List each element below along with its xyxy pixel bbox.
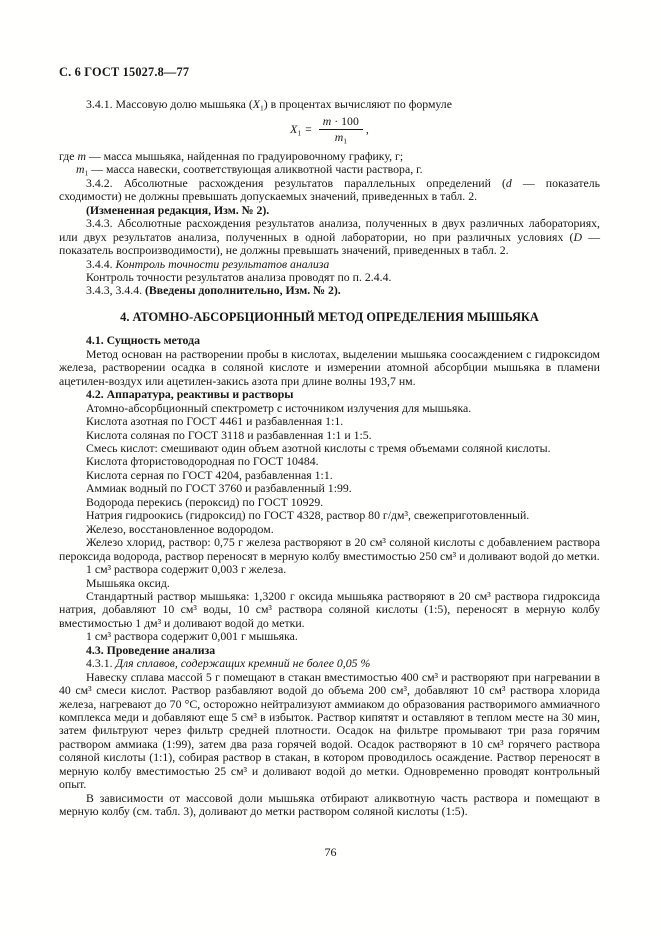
paragraph-3-4-4-number: 3.4.4. bbox=[86, 256, 116, 271]
page-number bbox=[0, 846, 661, 859]
variable-capital-d: D bbox=[573, 229, 583, 244]
paragraph-3-4-2 bbox=[59, 177, 600, 204]
paragraph-4-1 bbox=[59, 348, 600, 388]
formula-3-4-1 bbox=[59, 113, 600, 146]
paragraph-4-3-1-italic-title: Для сплавов, содержащих кремний не более 0,05 % bbox=[115, 656, 371, 671]
paragraph-4-3-1-note bbox=[59, 792, 600, 819]
amendment-note-2-bold-text: (Введены дополнительно, Изм. № 2). bbox=[144, 283, 341, 298]
variable-x-subscript: 1 bbox=[259, 103, 264, 113]
where-variable-m1: m bbox=[76, 162, 85, 177]
heading-4-1 bbox=[59, 334, 600, 347]
paragraph-4-3-1-body bbox=[59, 671, 600, 792]
reagent-item bbox=[59, 429, 600, 442]
where-definition-m1: — масса навески, соответствующая аликвотной части раствора, г. bbox=[88, 162, 423, 177]
reagent-item bbox=[59, 496, 600, 509]
heading-4-3 bbox=[59, 644, 600, 657]
where-keyword: где bbox=[59, 148, 78, 163]
reagent-item bbox=[59, 630, 600, 643]
reagent-item-text: Кислота серная по ГОСТ 4204, разбавленная 1:1. bbox=[86, 467, 333, 482]
reagent-item bbox=[59, 455, 600, 468]
paragraph-3-4-4-body-text: Контроль точности результатов анализа проводят по п. 2.4.4. bbox=[86, 269, 392, 284]
reagent-item-text: Кислота соляная по ГОСТ 3118 и разбавленная 1:1 и 1:5. bbox=[86, 427, 372, 442]
reagent-item-text: Железо, восстановленное водородом. bbox=[86, 521, 274, 536]
paragraph-3-4-1-text: 3.4.1. Массовую долю мышьяка ( bbox=[86, 97, 253, 112]
variable-x: X bbox=[252, 97, 260, 112]
reagent-item bbox=[59, 536, 600, 563]
amendment-note-1-text: (Измененная редакция, Изм. № 2). bbox=[86, 202, 270, 217]
where-line-1 bbox=[59, 150, 600, 163]
heading-4-2-text: 4.2. Аппаратура, реактивы и растворы bbox=[86, 387, 294, 402]
paragraph-4-3-1-body-text: Навеску сплава массой 5 г помещают в стакан вместимостью 400 см³ и растворяют при нагревании в 40 см³ смеси кислот. Раствор разбавляют водой до объема 200 см³, добавляют 10 см³ раствора хлорида железа, нагревают до 70 °С, осторожно нейтрализуют аммиаком до образования растворимого аммиачного комплекса меди и добавляют еще 5 см³ в избыток. Раствор кипятят и оставляют в теплом месте на 30 мин, затем фильтруют через фильтр средней плотности. Осадок на фильтре промывают три раза горячим раствором аммиака (1:99), затем два раза горячей водой. Осадок растворяют в 10 см³ горячего раствора соляной кислоты (1:1), собирая раствор в стакан, в котором проводилось осаждение. Раствор переносят в мерную колбу вместимостью 25 см³ и доливают водой до метки. Одновременно проводят контрольный опыт. bbox=[59, 669, 600, 792]
formula-trailing-comma: , bbox=[365, 122, 369, 137]
formula-numerator-constant: · 100 bbox=[331, 113, 359, 128]
reagent-item bbox=[59, 482, 600, 495]
paragraph-3-4-1-text-end: ) в процентах вычисляют по формуле bbox=[263, 97, 452, 112]
formula-lhs-variable: X bbox=[290, 122, 298, 137]
formula-denominator-subscript: 1 bbox=[343, 136, 347, 146]
reagent-item-text: Аммиак водный по ГОСТ 3760 и разбавленный 1:99. bbox=[86, 481, 352, 496]
reagent-item bbox=[59, 402, 600, 415]
reagent-item-text: Натрия гидроокись (гидроксид) по ГОСТ 4328, раствор 80 г/дм³, свежеприготовленный. bbox=[86, 508, 530, 523]
reagent-item-text: Атомно-абсорбционный спектрометр с источником излучения для мышьяка. bbox=[86, 400, 472, 415]
heading-4-3-text: 4.3. Проведение анализа bbox=[86, 642, 216, 657]
paragraph-3-4-4-body bbox=[59, 271, 600, 284]
paragraph-3-4-3-text-end: — показатель воспроизводимости), не должны превышать значений, приведенных в табл. 2. bbox=[59, 229, 601, 258]
reagent-item bbox=[59, 577, 600, 590]
amendment-note-1 bbox=[59, 204, 600, 217]
formula-denominator bbox=[319, 130, 363, 144]
paragraph-3-4-2-text: 3.4.2. Абсолютные расхождения результатов параллельных определений ( bbox=[86, 175, 506, 190]
where-line-2 bbox=[59, 163, 600, 176]
formula-numerator-variable: m bbox=[322, 113, 332, 128]
paragraph-4-1-text: Метод основан на растворении пробы в кислотах, выделении мышьяка соосаждением с гидроксидом железа, растворении осадка в соляной кислоте и измерении атомной абсорбции мышьяка в пламени ацетилен-воздух или ацетилен-закись азота при длине волны 193,7 нм. bbox=[59, 346, 600, 388]
formula-lhs-subscript: 1 bbox=[297, 128, 302, 138]
variable-d: d bbox=[505, 175, 512, 190]
where-definition-m: — масса мышьяка, найденная по градуировочному графику, г; bbox=[85, 148, 404, 163]
reagent-item bbox=[59, 509, 600, 522]
paragraph-4-3-1-title bbox=[59, 657, 600, 670]
reagent-item-text: Водорода перекись (пероксид) по ГОСТ 10929. bbox=[86, 494, 324, 509]
reagent-item bbox=[59, 469, 600, 482]
formula-equals-sign: = bbox=[305, 122, 312, 137]
reagent-item-text: Железо хлорид, раствор: 0,75 г железа растворяют в 20 см³ соляной кислоты с добавлением раствора пероксида водорода, раствор переносят в мерную колбу вместимостью 250 см³ и доливают водой до метки. bbox=[59, 535, 600, 563]
reagent-item-text: Кислота азотная по ГОСТ 4461 и разбавленная 1:1. bbox=[86, 414, 344, 429]
heading-4-2 bbox=[59, 388, 600, 401]
paragraph-3-4-4-italic-title: Контроль точности результатов анализа bbox=[115, 256, 330, 271]
heading-4-1-text: 4.1. Сущность метода bbox=[86, 333, 200, 348]
paragraph-3-4-1 bbox=[59, 98, 600, 111]
reagent-item-text: 1 см³ раствора содержит 0,001 г мышьяка. bbox=[86, 629, 298, 644]
doc-header bbox=[59, 66, 600, 79]
page-number-text: 76 bbox=[324, 845, 337, 859]
reagent-item bbox=[59, 563, 600, 576]
reagent-item-text: Стандартный раствор мышьяка: 1,3200 г оксида мышьяка растворяют в 20 см³ раствора гидроксида натрия, добавляют 10 см³ воды, 10 см³ раствора соляной кислоты (1:5), переносят в мерную колбу вместимостью 1 дм³ и доливают водой до метки. bbox=[59, 588, 600, 630]
reagent-item bbox=[59, 590, 600, 630]
reagent-item bbox=[59, 523, 600, 536]
reagent-item-text: Кислота фтористоводородная по ГОСТ 10484. bbox=[86, 454, 319, 469]
paragraph-4-3-1-number: 4.3.1. bbox=[86, 656, 116, 671]
amendment-note-2-number: 3.4.3, 3.4.4. bbox=[86, 283, 145, 298]
formula-numerator bbox=[319, 115, 363, 130]
amendment-note-2 bbox=[59, 284, 600, 297]
reagent-item bbox=[59, 415, 600, 428]
paragraph-3-4-2-text-end: — показатель сходимости) не должны превышать допускаемых значений, приведенных в табл. 2. bbox=[59, 175, 600, 204]
section-4-heading bbox=[59, 311, 600, 324]
section-4-heading-text: 4. АТОМНО-АБСОРБЦИОННЫЙ МЕТОД ОПРЕДЕЛЕНИЯ МЫШЬЯКА bbox=[120, 309, 539, 324]
where-variable-m: m bbox=[77, 148, 86, 163]
reagent-item bbox=[59, 442, 600, 455]
paragraph-3-4-3 bbox=[59, 217, 600, 257]
reagent-item-text: Мышьяка оксид. bbox=[86, 575, 170, 590]
formula-lhs bbox=[290, 122, 301, 136]
paragraph-3-4-3-text: 3.4.3. Абсолютные расхождения результатов анализа, полученных в двух различных лабораториях, или двух результатов анализа, полученных в одной лаборатории, но при различных условиях ( bbox=[59, 216, 600, 244]
formula-fraction bbox=[319, 115, 363, 144]
doc-header-text: С. 6 ГОСТ 15027.8—77 bbox=[59, 65, 190, 79]
paragraph-4-3-1-note-text: В зависимости от массовой доли мышьяка отбирают аликвотную часть раствора и помещают в мерную колбу (см. табл. 3), доливают до метки раствором соляной кислоты (1:5). bbox=[59, 790, 600, 819]
reagent-item-text: 1 см³ раствора содержит 0,003 г железа. bbox=[86, 562, 287, 577]
reagent-item-text: Смесь кислот: смешивают один объем азотной кислоты с тремя объемами соляной кислоты. bbox=[86, 440, 551, 455]
formula-denominator-variable: m bbox=[334, 129, 344, 144]
paragraph-3-4-4-title bbox=[59, 258, 600, 271]
where-variable-m1-subscript: 1 bbox=[84, 168, 89, 178]
